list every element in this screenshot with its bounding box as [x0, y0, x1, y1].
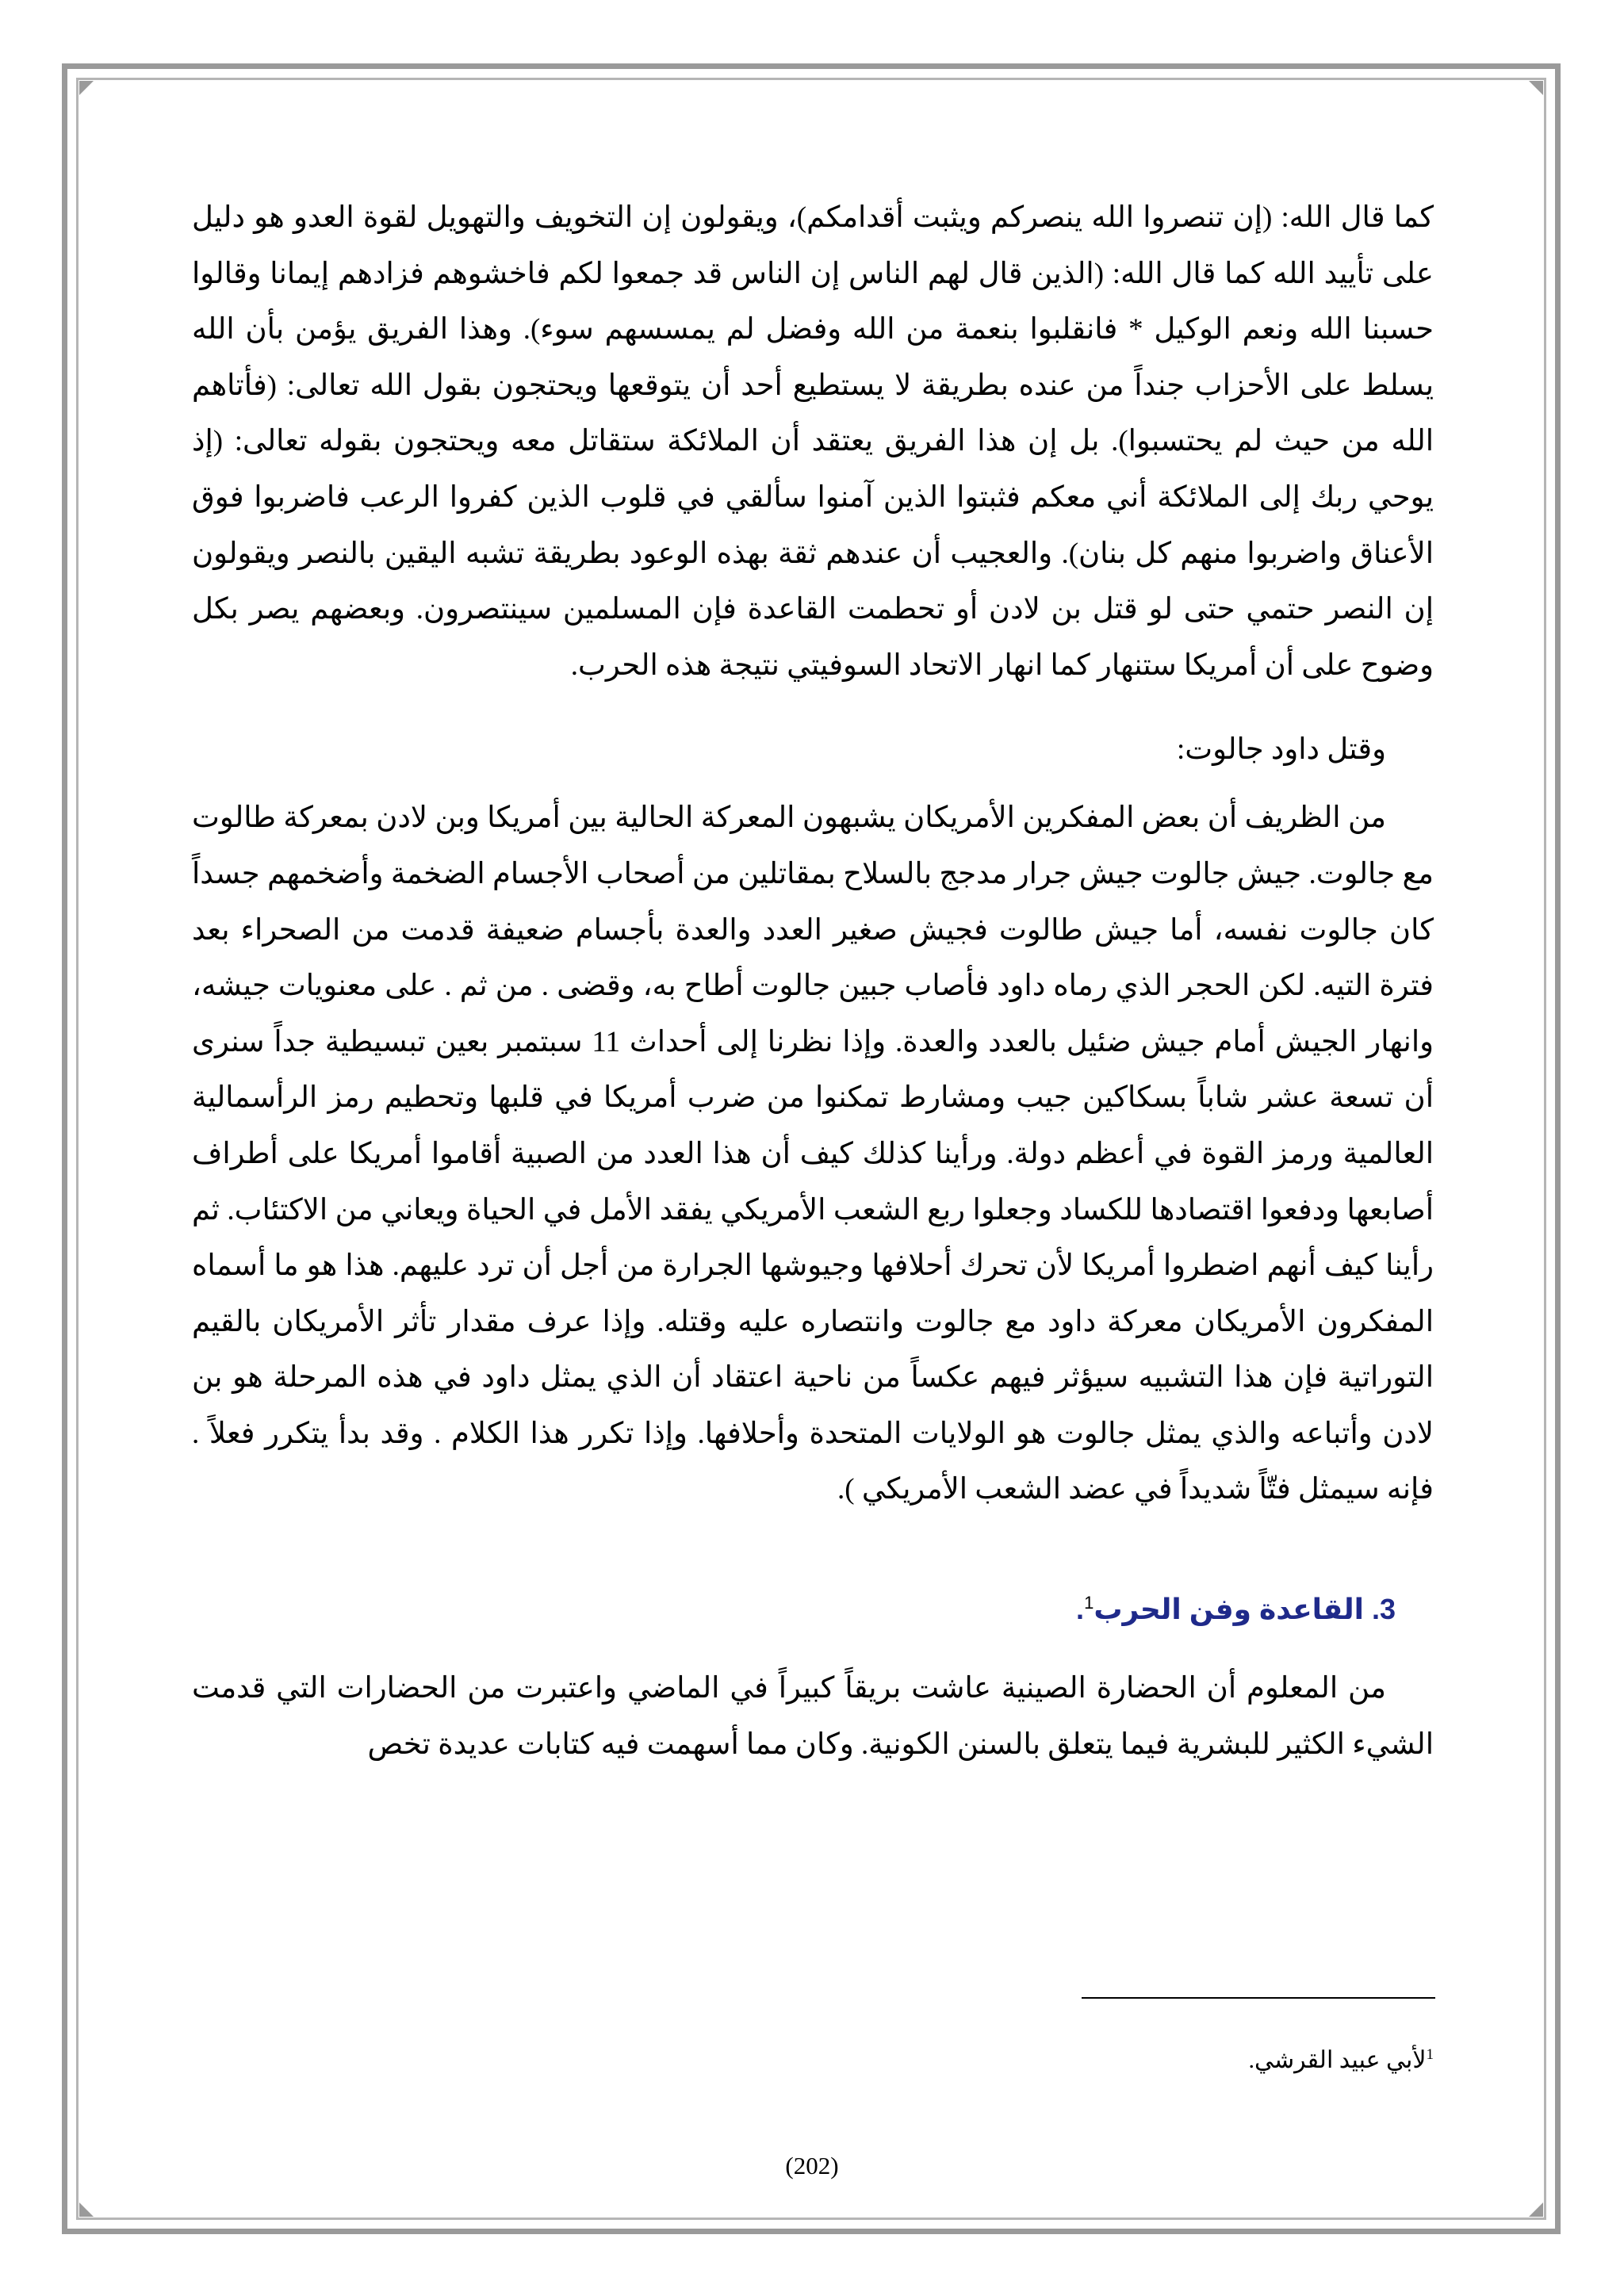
border-corner-top-left	[79, 81, 94, 95]
footnote-reference: 1	[1084, 1593, 1094, 1613]
body-paragraph-3: من المعلوم أن الحضارة الصينية عاشت بريقاً كبيراً في الماضي واعتبرت من الحضارات التي قدمت الشيء الكثير للبشرية فيما يتعلق بالسنن الكونية. وكان مما أسهمت فيه كتابات عديدة تخص	[192, 1672, 1434, 1761]
border-corner-top-right	[1529, 81, 1543, 95]
section-heading-period: .	[1076, 1593, 1085, 1626]
section-heading-text: 3. القاعدة وفن الحرب	[1094, 1593, 1396, 1626]
section-heading	[192, 1575, 1396, 1661]
footnote-marker: 1	[1426, 2046, 1434, 2063]
footnote-separator	[1082, 1997, 1435, 1999]
page-content	[192, 190, 1434, 1773]
footnote-text: لأبي عبيد القرشي.	[1248, 2047, 1427, 2073]
border-corner-bottom-right	[1529, 2202, 1543, 2217]
body-paragraph-2: من الظريف أن بعض المفكرين الأمريكان يشبهون المعركة الحالية بين أمريكا وبن لادن بمعركة طالوت مع جالوت. جيش جالوت جيش جرار مدجج بالسلاح بمقاتلين من أصحاب الأجسام الضخمة وأضخمهم جسداً كان جالوت نفسه، أما جيش طالوت فجيش صغير العدد والعدة بأجسام ضعيفة قدمت من الصحراء بعد فترة التيه. لكن الحجر الذي رماه داود فأصاب جبين جالوت أطاح به، وقضى . من ثم . على معنويات جيشه، وانهار الجيش أمام جيش ضئيل بالعدد والعدة. وإذا نظرنا إلى أحداث 11 سبتمبر بعين تبسيطية جداً سنرى أن تسعة عشر شاباً بسكاكين جيب ومشارط تمكنوا من ضرب أمريكا في قلبها وتحطيم رمز الرأسمالية العالمية ورمز القوة في أعظم دولة. ورأينا كذلك كيف أن هذا العدد من الصبية أقاموا أمريكا على أطراف أصابعها ودفعوا اقتصادها للكساد وجعلوا ربع الشعب الأمريكي يفقد الأمل في الحياة ويعاني من الاكتئاب. ثم رأينا كيف أنهم اضطروا أمريكا لأن تحرك أحلافها وجيوشها الجرارة من أجل أن ترد عليهم. هذا هو ما أسماه المفكرون الأمريكان معركة داود مع جالوت وانتصاره عليه وقتله. وإذا عرف مقدار تأثر الأمريكان بالقيم التوراتية فإن هذا التشبيه سيؤثر فيهم عكساً من ناحية اعتقاد أن الذي يمثل داود في هذه المرحلة هو بن لادن وأتباعه والذي يمثل جالوت هو الولايات المتحدة وأحلافها. وإذا تكرر هذا الكلام . وقد بدأ يتكرر فعلاً . فإنه سيمثل فتّاً شديداً في عضد الشعب الأمريكي ).	[192, 802, 1434, 1506]
subheading-david-goliath: وقتل داود جالوت:	[1177, 733, 1386, 767]
border-corner-bottom-left	[79, 2202, 94, 2217]
body-paragraph-1: كما قال الله: (إن تنصروا الله ينصركم ويثبت أقدامكم)، ويقولون إن التخويف والتهويل لقوة العدو هو دليل على تأييد الله كما قال الله: (الذين قال لهم الناس إن الناس قد جمعوا لكم فاخشوهم فزادهم إيمانا وقالوا حسبنا الله ونعم الوكيل * فانقلبوا بنعمة من الله وفضل لم يمسسهم سوء). وهذا الفريق يؤمن بأن الله يسلط على الأحزاب جنداً من عنده بطريقة لا يستطيع أحد أن يتوقعها ويحتجون بقول الله تعالى: (فأتاهم الله من حيث لم يحتسبوا). بل إن هذا الفريق يعتقد أن الملائكة ستقاتل معه ويحتجون بقوله تعالى: (إذ يوحي ربك إلى الملائكة أني معكم فثبتوا الذين آمنوا سألقي في قلوب الذين كفروا الرعب فاضربوا فوق الأعناق واضربوا منهم كل بنان). والعجيب أن عندهم ثقة بهذه الوعود بطريقة تشبه اليقين بالنصر ويقولون إن النصر حتمي حتى لو قتل بن لادن أو تحطمت القاعدة فإن المسلمين سينتصرون. وبعضهم يصر بكل وضوح على أن أمريكا ستنهار كما انهار الاتحاد السوفيتي نتيجة هذه الحرب.	[192, 201, 1434, 682]
footnote	[1248, 2038, 1434, 2078]
page-number: (202)	[785, 2152, 839, 2179]
